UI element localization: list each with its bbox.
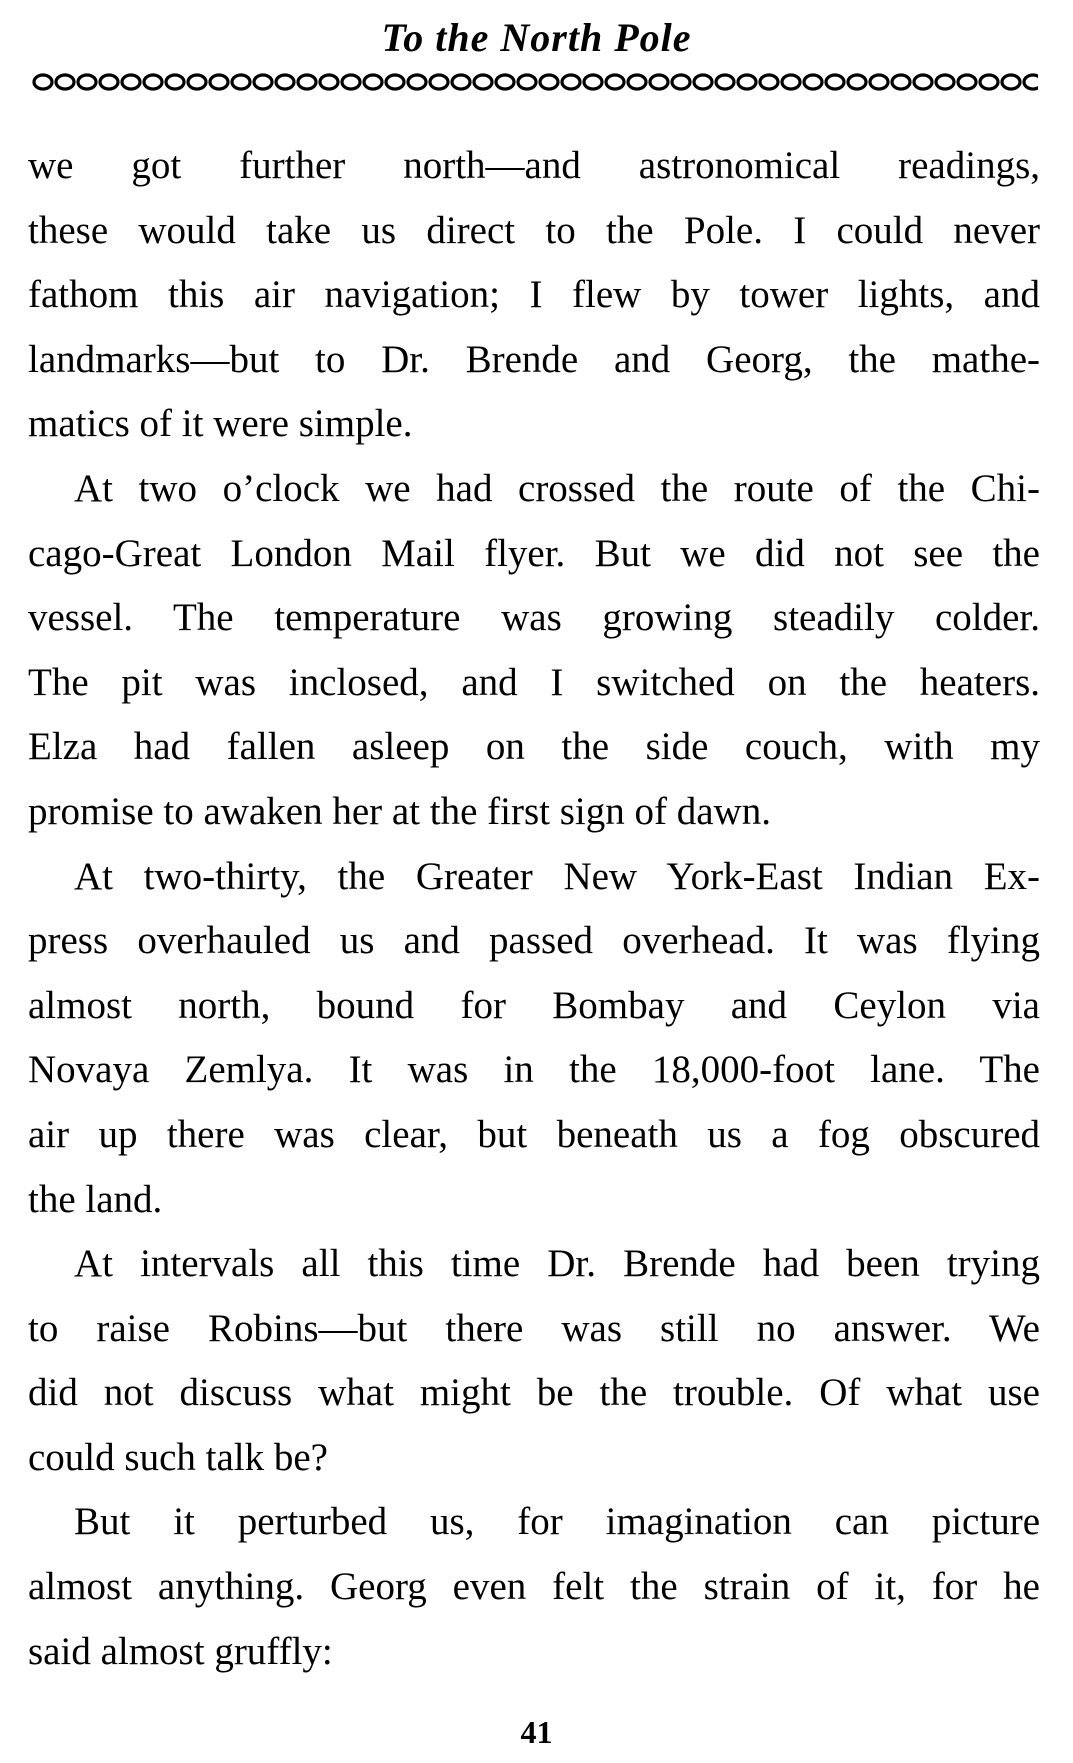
text-line: the land. — [28, 1177, 163, 1221]
paragraph — [28, 134, 1040, 457]
text-line: we got further north—and astronomical readings, — [28, 144, 1040, 187]
text-line: fathom this air navigation; I flew by tower lights, and — [28, 273, 1040, 317]
text-line: But it perturbed us, for imagination can picture — [74, 1500, 1040, 1544]
text-line: press overhauled us and passed overhead. It was flying — [28, 919, 1040, 963]
text-line: The pit was inclosed, and I switched on the heaters. — [28, 660, 1040, 704]
text-line: At two o’clock we had crossed the route of the Chi- — [74, 466, 1040, 510]
paragraph — [28, 845, 1040, 1233]
paragraph — [28, 457, 1040, 845]
text-line: Elza had fallen asleep on the side couch, with my — [28, 725, 1040, 769]
text-line: At two-thirty, the Greater New York-East Indian Ex- — [74, 854, 1040, 898]
text-line: matics of it were simple. — [28, 402, 413, 446]
text-line: air up there was clear, but beneath us a fog obscured — [28, 1112, 1040, 1156]
text-line: to raise Robins—but there was still no answer. We — [28, 1306, 1040, 1350]
text-line: almost anything. Georg even felt the strain of it, for he — [28, 1565, 1040, 1609]
page-number: 41 — [520, 1714, 553, 1750]
text-line: cago-Great London Mail flyer. But we did not see the — [28, 531, 1040, 575]
paragraph — [28, 1490, 1040, 1684]
text-line: could such talk be? — [28, 1435, 328, 1479]
text-line: landmarks—but to Dr. Brende and Georg, the mathe- — [28, 337, 1040, 381]
text-line: said almost gruffly: — [28, 1629, 333, 1673]
text-line: did not discuss what might be the trouble. Of what use — [28, 1371, 1040, 1415]
ornamental-rule — [32, 70, 1038, 94]
text-line: almost north, bound for Bombay and Ceylon via — [28, 983, 1040, 1027]
body-text — [28, 134, 1040, 1684]
text-line: At intervals all this time Dr. Brende had been trying — [74, 1242, 1040, 1286]
text-line: vessel. The temperature was growing steadily colder. — [28, 596, 1040, 640]
text-line: these would take us direct to the Pole. I could never — [28, 208, 1040, 252]
running-head: To the North Pole — [381, 15, 692, 60]
text-line: Novaya Zemlya. It was in the 18,000-foot lane. The — [28, 1048, 1040, 1092]
paragraph — [28, 1232, 1040, 1490]
text-line: promise to awaken her at the first sign of dawn. — [28, 789, 771, 833]
